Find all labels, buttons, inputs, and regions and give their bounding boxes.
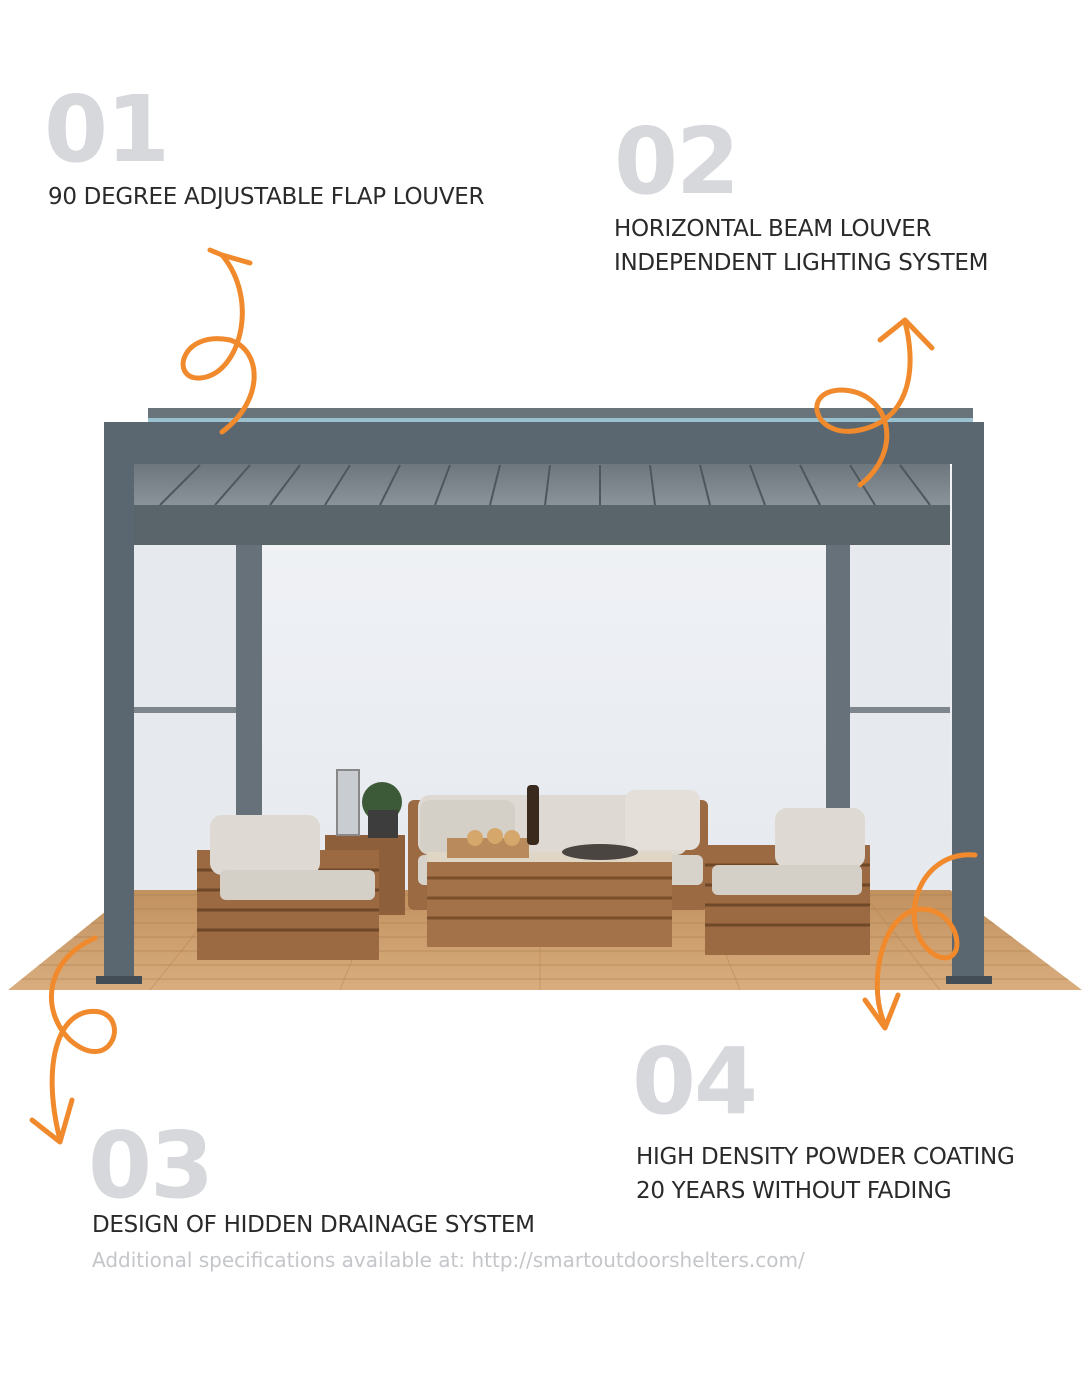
arrow-icon-02: [817, 322, 910, 485]
arrow-icon-01: [183, 255, 254, 432]
feature-number-03: 03: [88, 1112, 213, 1219]
feature-number-02: 02: [614, 108, 739, 215]
feature-line: 20 YEARS WITHOUT FADING: [636, 1178, 952, 1204]
feature-number-01: 01: [44, 76, 169, 183]
feature-text-03: [92, 1208, 535, 1242]
feature-line: INDEPENDENT LIGHTING SYSTEM: [614, 250, 989, 276]
feature-text-04: [636, 1140, 1014, 1208]
feature-line: HORIZONTAL BEAM LOUVER: [614, 216, 932, 242]
feature-number-04: 04: [632, 1028, 757, 1135]
feature-line: DESIGN OF HIDDEN DRAINAGE SYSTEM: [92, 1212, 535, 1238]
feature-text-02: [614, 212, 988, 280]
feature-line: 90 DEGREE ADJUSTABLE FLAP LOUVER: [48, 184, 485, 210]
feature-text-01: [48, 180, 484, 214]
arrow-icon-03: [51, 938, 114, 1140]
specifications-footer-note: Additional specifications available at: http://smartoutdoorshelters.com/: [92, 1248, 805, 1272]
feature-line: HIGH DENSITY POWDER COATING: [636, 1144, 1015, 1170]
arrow-icon-04: [877, 855, 975, 1025]
